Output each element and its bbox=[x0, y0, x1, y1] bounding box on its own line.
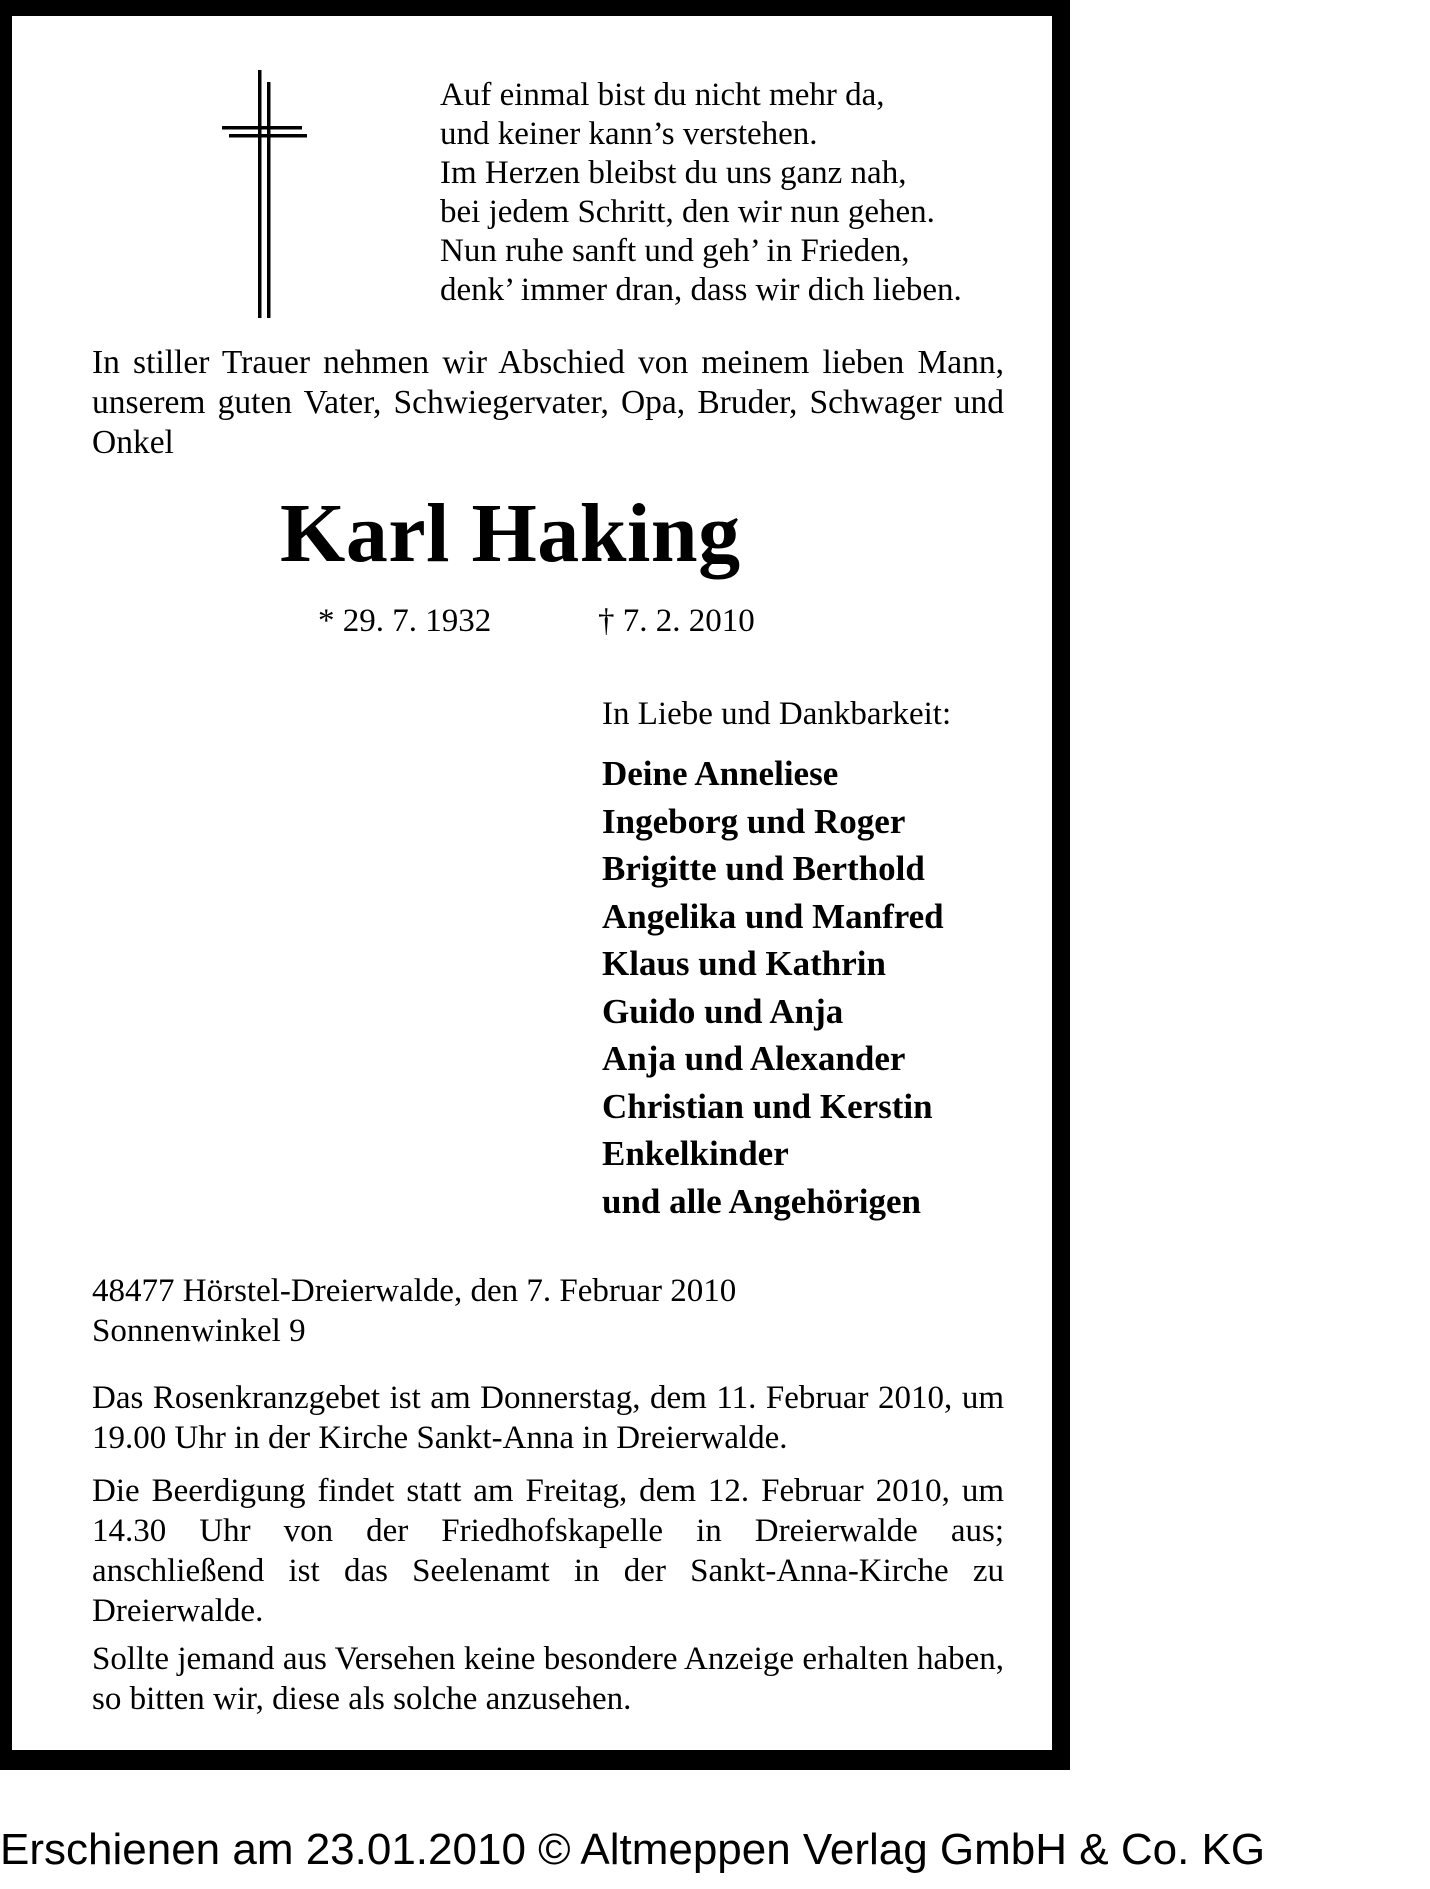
funeral-paragraph: Die Beerdigung findet statt am Freitag, dem 12. Februar 2010, um 14.30 Uhr von der Friedhofskapelle in Dreierwalde aus; anschließend ist das Seelenamt in der Sankt-Anna-Kirche zu Dreierwalde. bbox=[92, 1473, 1004, 1629]
poem-line: und keiner kann’s verstehen. bbox=[440, 116, 818, 152]
publisher-footer: Erschienen am 23.01.2010 © Altmeppen Verlag GmbH & Co. KG bbox=[0, 1825, 1266, 1874]
cross-icon bbox=[217, 70, 312, 318]
mourner-name: Klaus und Kathrin bbox=[602, 944, 886, 983]
mourner-name: Deine Anneliese bbox=[602, 754, 839, 793]
mourner-name: Ingeborg und Roger bbox=[602, 801, 906, 841]
mourner-name: und alle Angehörigen bbox=[602, 1181, 921, 1221]
address-block bbox=[92, 1271, 736, 1351]
poem-line: bei jedem Schritt, den wir nun gehen. bbox=[440, 194, 935, 230]
poem-line: Auf einmal bist du nicht mehr da, bbox=[440, 77, 885, 113]
mourner-name: Angelika und Manfred bbox=[602, 896, 944, 936]
mourners-list bbox=[602, 750, 944, 1225]
intro-text: In stiller Trauer nehmen wir Abschied von meinem lieben Mann, unserem guten Vater, Schwiegervater, Opa, Bruder, Schwager und Onkel bbox=[92, 344, 1004, 461]
death-date: † 7. 2. 2010 bbox=[598, 603, 755, 639]
mourner-name: Anja und Alexander bbox=[602, 1039, 906, 1078]
street-address: Sonnenwinkel 9 bbox=[92, 1313, 306, 1349]
rosary-paragraph: Das Rosenkranzgebet ist am Donnerstag, dem 11. Februar 2010, um 19.00 Uhr in der Kirche Sankt-Anna in Dreierwalde. bbox=[92, 1380, 1004, 1456]
mourner-name: Guido und Anja bbox=[602, 991, 844, 1031]
notice-paragraph: Sollte jemand aus Versehen keine besondere Anzeige erhalten haben, so bitten wir, diese als solche anzusehen. bbox=[92, 1641, 1004, 1717]
place-date: 48477 Hörstel-Dreierwalde, den 7. Februar 2010 bbox=[92, 1273, 737, 1309]
thanks-line: In Liebe und Dankbarkeit: bbox=[602, 696, 952, 732]
birth-date: * 29. 7. 1932 bbox=[318, 603, 492, 639]
poem-line: denk’ immer dran, dass wir dich lieben. bbox=[440, 272, 962, 308]
mourner-name: Christian und Kerstin bbox=[602, 1086, 933, 1126]
poem-line: Nun ruhe sanft und geh’ in Frieden, bbox=[440, 233, 910, 269]
mourner-name: Brigitte und Berthold bbox=[602, 849, 925, 888]
deceased-name: Karl Haking bbox=[280, 487, 741, 580]
poem bbox=[440, 76, 1040, 310]
mourner-name: Enkelkinder bbox=[602, 1134, 789, 1173]
poem-line: Im Herzen bleibst du uns ganz nah, bbox=[440, 155, 907, 191]
